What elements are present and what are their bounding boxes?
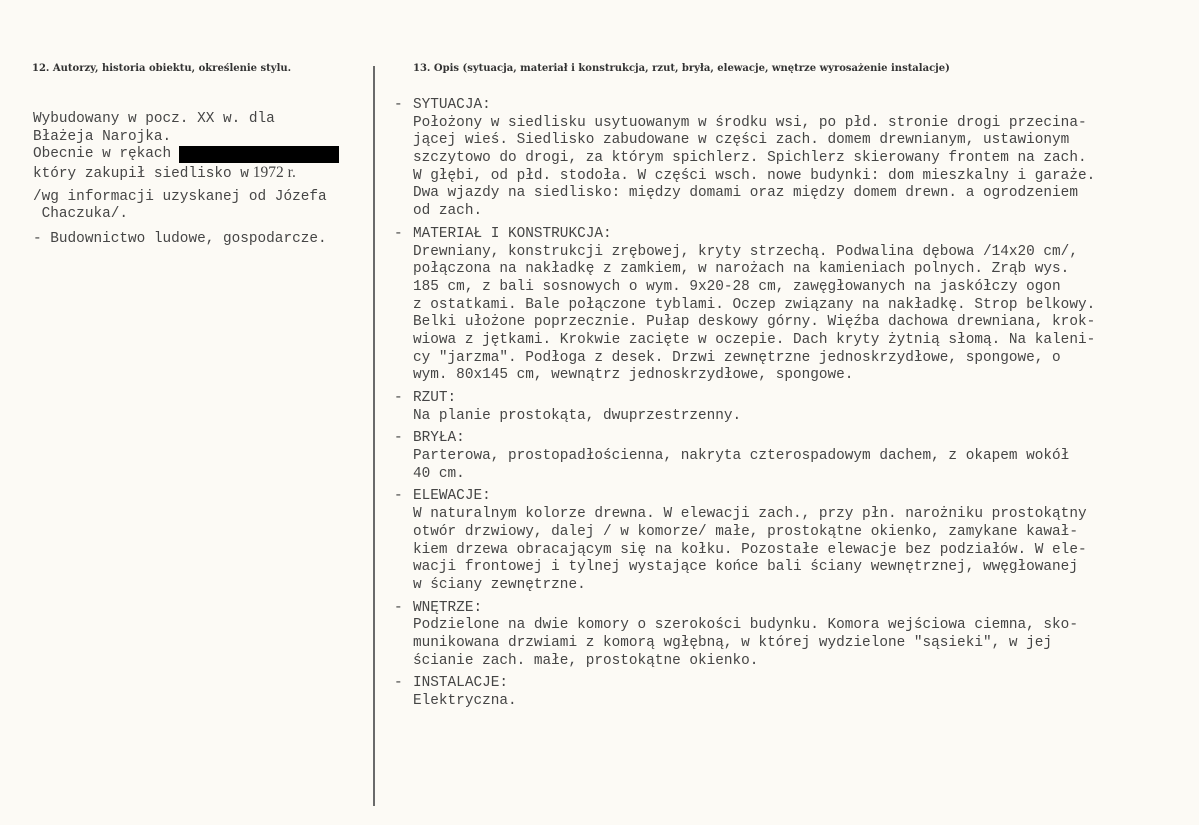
section-body — [394, 693, 1194, 711]
section-body — [394, 448, 1194, 483]
description-section — [394, 488, 1194, 594]
history-paragraph — [33, 146, 339, 164]
bullet-dash: - — [394, 675, 403, 692]
text-line: munikowana drzwiami z komorą wgłębną, w której wydzielone "sąsieki", w jej — [413, 634, 1053, 651]
left-column-header: 12. Autorzy, historia obiektu, określenie stylu. — [32, 63, 292, 74]
text-line: ścianie zach. małe, prostokątne okienko. — [413, 652, 759, 669]
section-body — [394, 506, 1194, 594]
text-line: Na planie prostokąta, dwuprzestrzenny. — [413, 407, 742, 424]
section-title: - SYTUACJA: — [394, 97, 491, 113]
text-line: Elektryczna. — [413, 693, 517, 709]
history-paragraph — [33, 231, 339, 249]
description-section — [394, 430, 1194, 483]
text-line: Błażeja Narojka. — [33, 128, 172, 145]
description-column — [394, 97, 1194, 716]
text-line: Podzielone na dwie komory o szerokości budynku. Komora wejściowa ciemna, sko- — [413, 617, 1078, 634]
history-column — [33, 111, 339, 256]
history-paragraph — [33, 189, 339, 224]
column-divider — [373, 66, 375, 806]
text-line: - Budownictwo ludowe, gospodarcze. — [33, 231, 327, 248]
text-line: który zakupił siedlisko w 1972 r. — [33, 164, 296, 183]
history-paragraph — [33, 164, 339, 182]
section-title: - MATERIAŁ I KONSTRUKCJA: — [394, 225, 612, 242]
redaction-bar — [179, 146, 339, 163]
text-line: Parterowa, prostopadłościenna, nakryta czterospadowym dachem, z okapem wokół — [413, 448, 1070, 465]
section-body — [394, 244, 1194, 386]
text-line: kiem drzewa obracającym się na kołku. Pozostałe elewacje bez podziałów. W ele- — [413, 541, 1087, 558]
section-title: - ELEWACJE: — [394, 488, 491, 505]
bullet-dash: - — [394, 599, 403, 616]
section-title: - INSTALACJE: — [394, 675, 508, 692]
text-line: połączona na nakładkę z zamkiem, w narożach na kamieniach polnych. Zrąb wys. — [413, 261, 1070, 278]
text-line: W głębi, od płd. stodoła. W części wsch. nowe budynki: dom mieszkalny i garaże. — [413, 167, 1096, 184]
text-line: 185 cm, z bali sosnowych o wym. 9x20-28 cm, zawęgłowanych na jaskółczy ogon — [413, 278, 1061, 295]
text-line: w ściany zewnętrzne. — [413, 576, 586, 593]
description-section — [394, 97, 1194, 221]
history-paragraph — [33, 111, 339, 146]
text-line: Chaczuka/. — [33, 206, 128, 223]
right-column-header: 13. Opis (sytuacja, materiał i konstrukcja, rzut, bryła, elewacje, wnętrze wyrosażenie instalacje) — [413, 63, 950, 74]
section-title: - WNĘTRZE: — [394, 599, 483, 616]
text-line: Belki ułożone poprzecznie. Pułap deskowy górny. Więźba dachowa drewniana, krok- — [413, 314, 1096, 331]
text-line: Położony w siedlisku usytuowanym w środku wsi, po płd. stronie drogi przecina- — [413, 114, 1087, 131]
section-body — [394, 115, 1194, 221]
description-section — [394, 675, 1194, 710]
bullet-dash: - — [394, 488, 403, 505]
bullet-dash: - — [394, 225, 403, 242]
section-body — [394, 617, 1194, 670]
text-line: szczytowo do drogi, za którym spichlerz. Spichlerz skierowany frontem na zach. — [413, 150, 1087, 167]
text-line: wym. 80x145 cm, wewnątrz jednoskrzydłowe, spongowe. — [413, 367, 854, 384]
text-line: z ostatkami. Bale połączone tyblami. Oczep związany na nakładkę. Strop belkowy. — [413, 296, 1096, 313]
bullet-dash: - — [394, 430, 403, 447]
section-title: - BRYŁA: — [394, 430, 465, 447]
text-line: cy "jarzma". Podłoga z desek. Drzwi zewnętrzne jednoskrzydłowe, spongowe, o — [413, 349, 1061, 366]
text-line: W naturalnym kolorze drewna. W elewacji zach., przy płn. narożniku prostokątny — [413, 506, 1087, 523]
text-line: /wg informacji uzyskanej od Józefa — [33, 188, 327, 205]
text-line: jącej wieś. Siedlisko zabudowane w części zach. domem drewnianym, ustawionym — [413, 132, 1070, 149]
text-line: od zach. — [413, 203, 483, 220]
section-title: - RZUT: — [394, 390, 457, 406]
text-line: Drewniany, konstrukcji zrębowej, kryty strzechą. Podwalina dębowa /14x20 cm/, — [413, 243, 1078, 260]
bullet-dash: - — [394, 97, 403, 113]
description-section — [394, 226, 1194, 385]
bullet-dash: - — [394, 390, 403, 406]
text-line: 40 cm. — [413, 465, 465, 482]
text-line: Wybudowany w pocz. XX w. dla — [33, 111, 275, 127]
section-body — [394, 408, 1194, 426]
description-section — [394, 600, 1194, 671]
text-line: Dwa wjazdy na siedlisko: między domami oraz między domem drewn. a ogrodzeniem — [413, 185, 1078, 202]
purchase-year: 1972 r. — [248, 164, 296, 182]
description-section — [394, 390, 1194, 425]
text-line: wiowa z jętkami. Krokwie zacięte w oczepie. Dach kryty żytnią słomą. Na kaleni- — [413, 331, 1096, 348]
text-line: wacji frontowej i tylnej wystające końce bali ściany wewnętrznej, wwęgłowanej — [413, 559, 1078, 576]
text-line: otwór drzwiowy, dalej / w komorze/ małe, prostokątne okienko, zamykane kawał- — [413, 523, 1078, 540]
text-line: Obecnie w rękach — [33, 146, 339, 164]
